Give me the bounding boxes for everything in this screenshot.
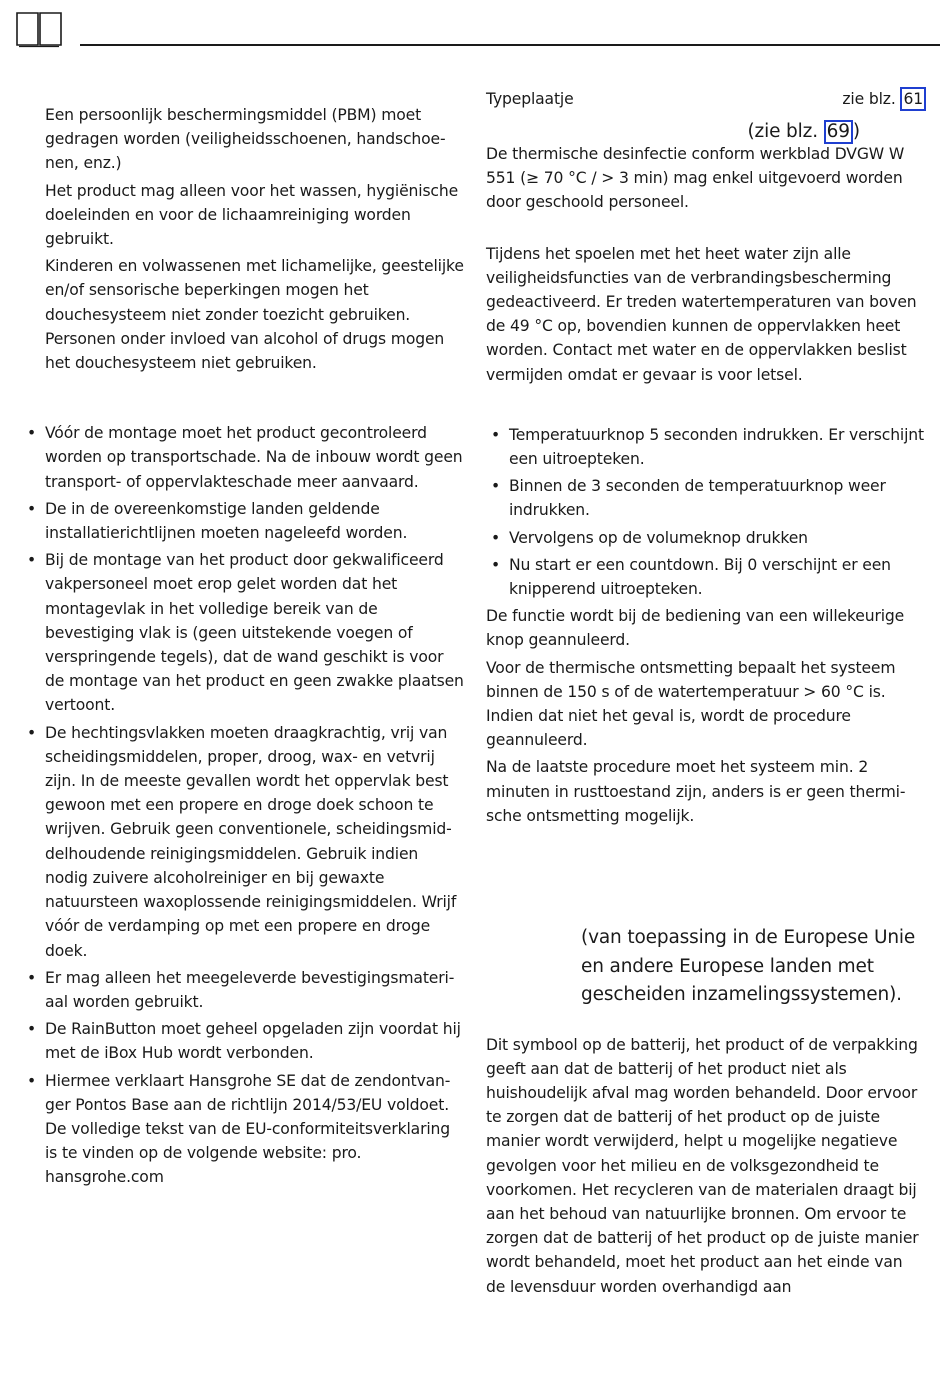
rest-state-note: Na de laatste procedure moet het systeem min. 2 minuten in rusttoestand zijn, anders is er geen thermische ontsmetting mogelijk. xyxy=(486,758,906,825)
list-item: • Bij de montage van het product door gekwalificeerd vakpersoneel moet erop gelet worden dat het montagevlak in het volledige bereik van de bevestiging vlak is (geen uitstekende voegen of verspringende tegels), dat de wand geschikt is voor de montage van het product en geen zwakke plaatsen vertoont. xyxy=(45,548,465,717)
book-icon xyxy=(15,10,63,48)
supervision-paragraph: Kinderen en volwassenen met lichamelijke, geestelijke en/of sensorische beperkingen mogen het douchesysteem niet zonder toezicht gebruiken. Personen onder invloed van alcohol of drugs mogen het douchesysteem niet gebruiken. xyxy=(45,257,464,373)
list-item: • Nu start er een countdown. Bij 0 verschijnt er een knipperend uitroepteken. xyxy=(509,553,926,601)
list-item: • De hechtingsvlakken moeten draagkrachtig, vrij van scheidingsmiddelen, proper, droog, wax- en vetvrij zijn. In de meeste gevallen wordt het oppervlak best gewoon met een propere en droge doek schoon te wrijven. Gebruik geen conventionele, scheidingsmiddelhoudende reinigingsmiddelen. Gebruik indien nodig zuivere alcoholreiniger en bij gewaxte natuursteen waxoplossende reinigingsmiddelen. Wrijf vóór de verdamping op met een propere en droge doek. xyxy=(45,721,465,963)
ppe-paragraph: Een persoonlijk beschermingsmiddel (PBM) moet gedragen worden (veiligheidsschoenen, handschoenen, enz.) xyxy=(45,106,446,173)
right-column xyxy=(486,86,926,1299)
typeplate-row xyxy=(486,86,926,112)
list-item: • De in de overeenkomstige landen geldende installatierichtlijnen moeten nageleefd worden. xyxy=(45,497,465,545)
installation-notes-list xyxy=(45,421,465,1189)
page-link-61[interactable]: 61 xyxy=(900,87,926,111)
left-column xyxy=(45,103,465,1193)
list-item: • Vervolgens op de volumeknop drukken xyxy=(509,526,926,550)
disposal-heading: (van toepassing in de Europese Unie en andere Europese landen met gescheiden inzamelingssystemen). xyxy=(581,927,916,1006)
typeplate-label: Typeplaatje xyxy=(486,89,574,108)
list-item: • De RainButton moet geheel opgeladen zijn voordat hij met de iBox Hub wordt verbonden. xyxy=(45,1017,465,1065)
cancel-note: De functie wordt bij de bediening van een willekeurige knop geannuleerd. xyxy=(486,607,905,650)
list-item: • Vóór de montage moet het product gecontroleerd worden op transportschade. Na de inbouw wordt geen transport- of oppervlakteschade meer aanvaard. xyxy=(45,421,465,494)
hot-water-warning: Tijdens het spoelen met het heet water zijn alle veiligheidsfuncties van de verbrandingsbescherming gedeactiveerd. Er treden watertemperaturen van boven de 49 °C op, bovendien kunnen de oppervlakken heet worden. Contact met water en de oppervlakken beslist vermijden omdat er gevaar is voor letsel. xyxy=(486,244,917,384)
usage-paragraph: Het product mag alleen voor het wassen, hygiënische doeleinden en voor de lichaamreiniging worden gebruikt. xyxy=(45,181,459,249)
list-item: • Er mag alleen het meegeleverde bevestigingsmateriaal worden gebruikt. xyxy=(45,966,465,1014)
disinfection-paragraph: De thermische desinfectie conform werkblad DVGW W 551 (≥ 70 °C / > 3 min) mag enkel uitgevoerd worden door geschoold personeel. xyxy=(486,145,905,212)
disposal-paragraph: Dit symbool op de batterij, het product of de verpakking geeft aan dat de batterij of het product niet als huishoudelijk afval mag worden behandeld. Door ervoor te zorgen dat de batterij of het product op de juiste manier wordt verwijderd, helpt u mogelijke negatieve gevolgen voor het milieu en de volksgezondheid te voorkomen. Het recycleren van de materialen draagt bij aan het behoud van natuurlijke bronnen. Om ervoor te zorgen dat de batterij of het product op de juiste manier wordt behandeld, moet het product aan het einde van de levensduur worden overhandigd aan xyxy=(486,1035,919,1296)
page-reference-large: (zie blz. 69 ) xyxy=(747,121,860,142)
list-item: • Temperatuurknop 5 seconden indrukken. Er verschijnt een uitroepteken. xyxy=(509,423,926,471)
disinfection-steps-list xyxy=(486,423,926,601)
temperature-check-note: Voor de thermische ontsmetting bepaalt het systeem binnen de 150 s of de watertemperatuur > 60 °C is. Indien dat niet het geval is, wordt de procedure geannuleerd. xyxy=(486,658,896,750)
page-link-69[interactable]: 69 xyxy=(824,120,853,144)
header-rule xyxy=(80,44,940,46)
typeplate-reference: zie blz. 61 xyxy=(842,87,926,111)
list-item: • Hiermee verklaart Hansgrohe SE dat de zendontvanger Pontos Base aan de richtlijn 2014/53/EU voldoet. De volledige tekst van de EU-conformiteitsverklaring is te vinden op de volgende website: pro. hansgrohe.com xyxy=(45,1069,465,1190)
list-item: • Binnen de 3 seconden de temperatuurknop weer indrukken. xyxy=(509,474,926,522)
